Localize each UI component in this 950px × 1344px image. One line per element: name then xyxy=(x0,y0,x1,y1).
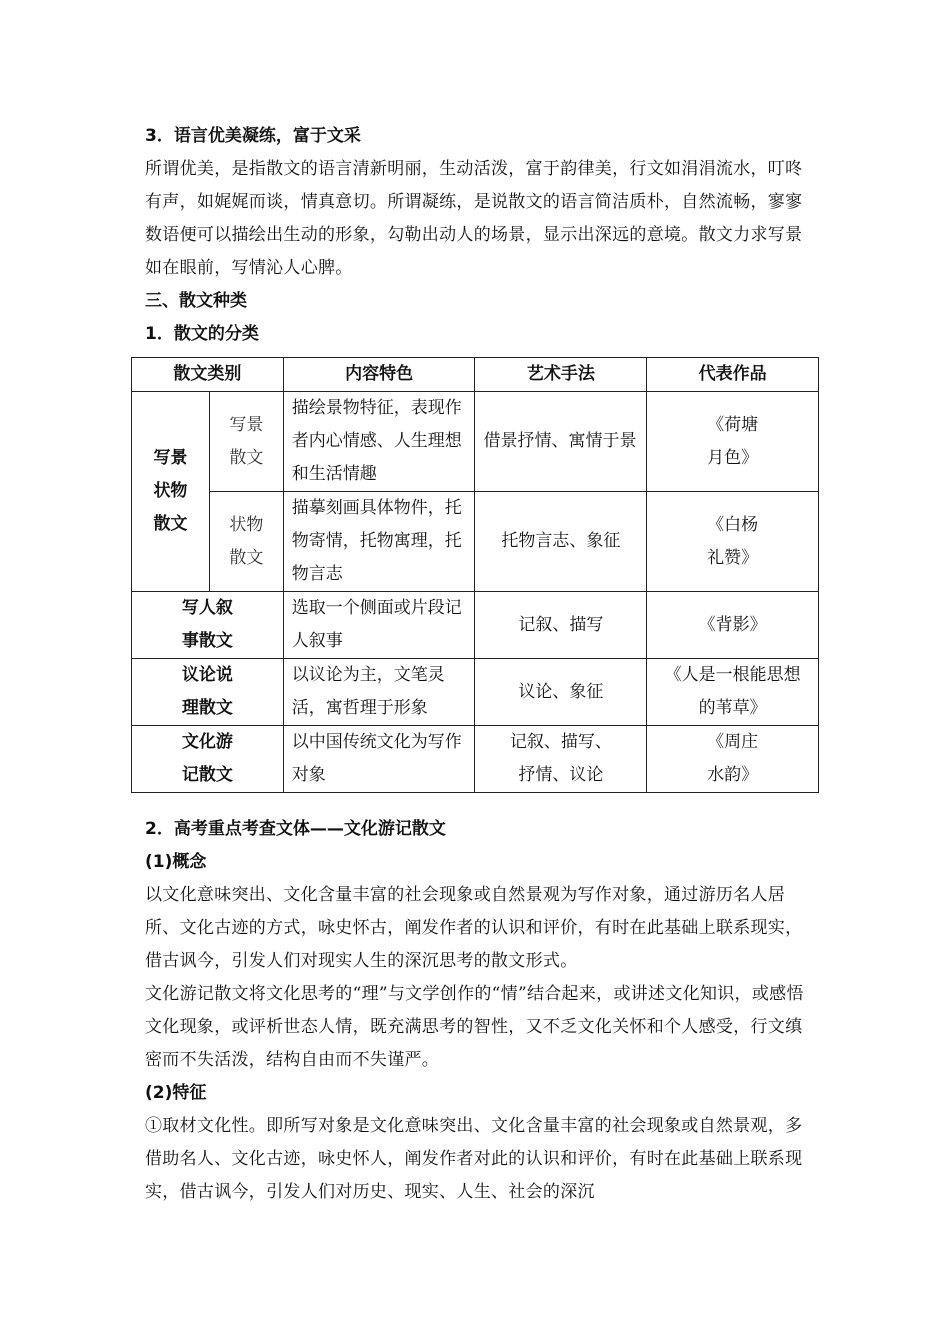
table-row xyxy=(132,492,819,592)
section-heading-language: 3．语言优美凝练，富于文采 xyxy=(145,126,361,146)
category-cell: 写人叙 事散文 xyxy=(132,592,284,659)
section-heading-classification: 1．散文的分类 xyxy=(145,324,259,344)
technique-cell: 借景抒情、寓情于景 xyxy=(475,392,647,492)
work-cell: 《背影》 xyxy=(647,592,819,659)
work-cell: 《人是一根能思想 的苇草》 xyxy=(647,659,819,726)
category-cell: 议论说 理散文 xyxy=(132,659,284,726)
table-header-row xyxy=(132,358,819,392)
content-cell: 描绘景物特征，表现作者内心情感、人生理想和生活情趣 xyxy=(283,392,475,492)
subheading-features: (2)特征 xyxy=(145,1083,207,1103)
paragraph-language: 所谓优美，是指散文的语言清新明丽，生动活泼，富于韵律美，行文如涓涓流水，叮咚有声，如娓娓而谈，情真意切。所谓凝练，是说散文的语言简洁质朴，自然流畅，寥寥数语便可以描绘出生动的形象，勾勒出动人的场景，显示出深远的意境。散文力求写景如在眼前，写情沁人心脾。 xyxy=(145,159,803,278)
section-heading-cultural-travel: 2．高考重点考查文体——文化游记散文 xyxy=(145,819,446,839)
header-category: 散文类别 xyxy=(132,358,284,392)
subheading-concept: (1)概念 xyxy=(145,852,207,872)
work-cell: 《荷塘 月色》 xyxy=(647,392,819,492)
header-technique: 艺术手法 xyxy=(475,358,647,392)
category-cell: 文化游 记散文 xyxy=(132,726,284,793)
header-work: 代表作品 xyxy=(647,358,819,392)
paragraph-concept-1: 以文化意味突出、文化含量丰富的社会现象或自然景观为写作对象，通过游历名人居所、文化古迹的方式，咏史怀古，阐发作者的认识和评价，有时在此基础上联系现实，借古讽今，引发人们对现实人生的深沉思考的散文形式。 xyxy=(145,885,803,971)
work-cell: 《周庄 水韵》 xyxy=(647,726,819,793)
prose-classification-table xyxy=(131,357,819,793)
lower-text xyxy=(145,813,817,1209)
upper-text xyxy=(145,120,817,351)
subcategory-cell: 写景 散文 xyxy=(209,392,283,492)
content-cell: 以议论为主，文笔灵活，寓哲理于形象 xyxy=(283,659,475,726)
part-heading-types: 三、散文种类 xyxy=(145,291,247,311)
work-cell: 《白杨 礼赞》 xyxy=(647,492,819,592)
content-cell: 选取一个侧面或片段记人叙事 xyxy=(283,592,475,659)
header-content: 内容特色 xyxy=(283,358,475,392)
table-row xyxy=(132,726,819,793)
technique-cell: 记叙、描写、 抒情、议论 xyxy=(475,726,647,793)
category-cell: 写景 状物 散文 xyxy=(132,392,210,592)
table-row xyxy=(132,392,819,492)
technique-cell: 托物言志、象征 xyxy=(475,492,647,592)
technique-cell: 议论、象征 xyxy=(475,659,647,726)
table-row xyxy=(132,592,819,659)
paragraph-feature-1: ①取材文化性。即所写对象是文化意味突出、文化含量丰富的社会现象或自然景观，多借助名人、文化古迹，咏史怀人，阐发作者对此的认识和评价，有时在此基础上联系现实，借古讽今，引发人们对历史、现实、人生、社会的深沉 xyxy=(145,1116,803,1202)
content-cell: 描摹刻画具体物件，托物寄情，托物寓理，托物言志 xyxy=(283,492,475,592)
paragraph-concept-2: 文化游记散文将文化思考的“理”与文学创作的“情”结合起来，或讲述文化知识，或感悟文化现象，或评析世态人情，既充满思考的智性，又不乏文化关怀和个人感受，行文缜密而不失活泼，结构自由而不失谨严。 xyxy=(145,984,804,1070)
table-row xyxy=(132,659,819,726)
technique-cell: 记叙、描写 xyxy=(475,592,647,659)
content-cell: 以中国传统文化为写作对象 xyxy=(283,726,475,793)
subcategory-cell: 状物 散文 xyxy=(209,492,283,592)
